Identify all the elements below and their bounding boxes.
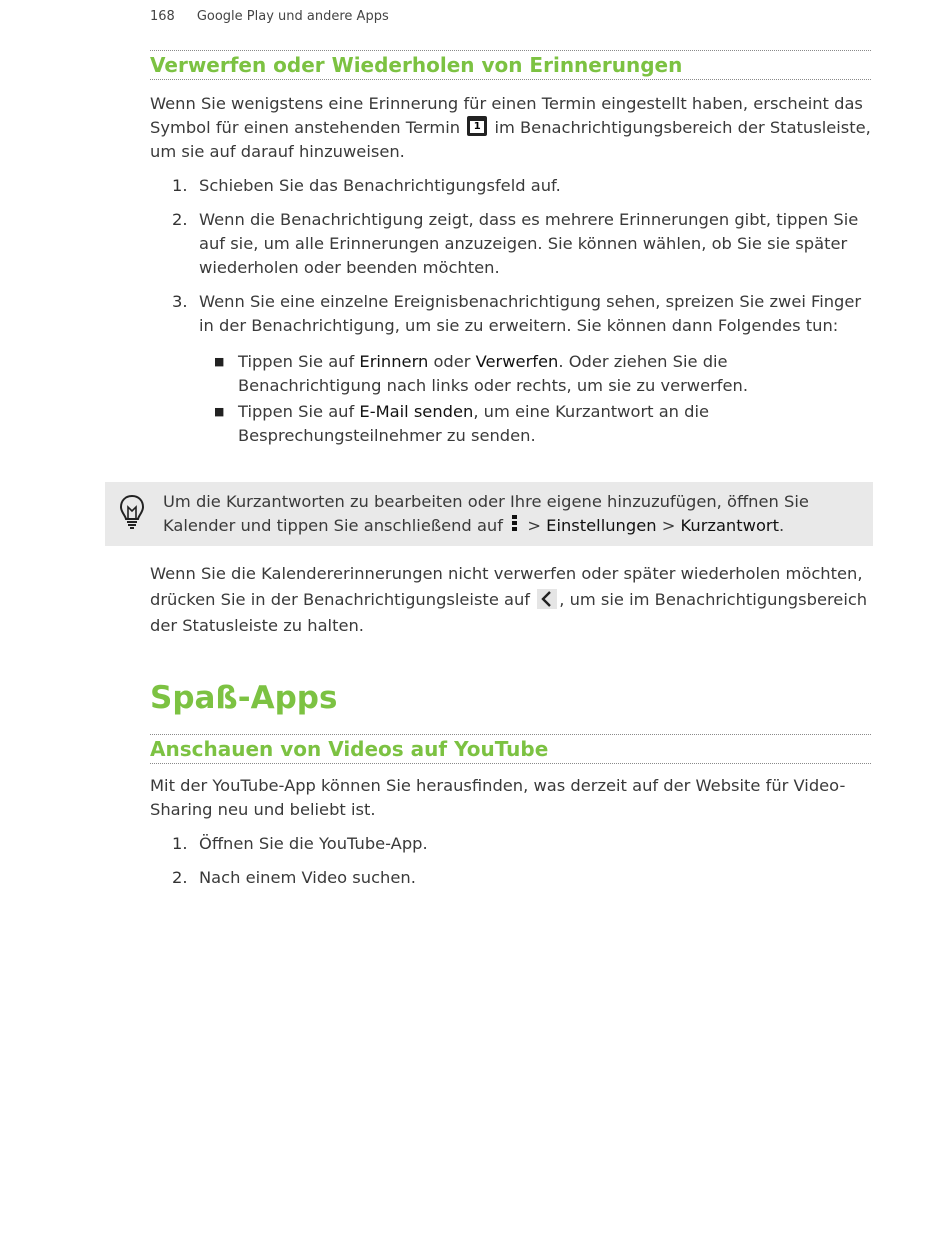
lightbulb-icon [119,494,145,530]
list-item [150,290,871,338]
bullet-marker: ■ [214,405,225,418]
youtube-steps [150,832,871,890]
list-item [150,400,871,448]
page-content [150,50,871,448]
youtube-intro: Mit der YouTube-App können Sie herausfinden, was derzeit auf der Website für Video-Sharing neu und beliebt ist. [150,776,846,819]
bullet-text-part: . Oder ziehen Sie die Benachrichtigung nach links oder rechts, um sie zu verwerfen. [238,352,749,395]
tip-text-part: Um die Kurzantworten zu bearbeiten oder Ihre eigene hinzuzufügen, öffnen Sie Kalender und tippen Sie anschließend auf [163,492,809,535]
list-item [150,866,871,890]
step-text: Wenn die Benachrichtigung zeigt, dass es mehrere Erinnerungen gibt, tippen Sie auf sie, um alle Erinnerungen anzuzeigen. Sie können wählen, ob Sie sie später wiederholen oder beenden möchten. [199,210,859,277]
ui-term-email-senden: E-Mail senden [359,402,474,421]
reminder-outro-text-a: Wenn Sie die Kalendererinnerungen nicht verwerfen oder später wiederholen möchten, drücken Sie in der Benachrichtigungsleiste auf [150,564,863,609]
reminder-outro [150,561,871,639]
bullet-text-part: oder [428,352,476,371]
bullet-text-part: Tippen Sie auf [238,352,360,371]
step-number: 2. [172,868,188,887]
list-item [150,350,871,398]
chapter-heading-fun-apps: Spaß-Apps [150,680,338,716]
step-text: Schieben Sie das Benachrichtigungsfeld auf. [199,176,561,195]
reminder-intro-text-a: Wenn Sie wenigstens eine Erinnerung für einen Termin eingestellt haben, erscheint das Symbol für einen anstehenden Termin [150,94,863,137]
chapter-title: Google Play und andere Apps [196,9,389,24]
page-header [150,9,389,24]
step-number: 2. [172,210,188,229]
reminder-outro-text-b: , um sie im Benachrichtigungsbereich der Statusleiste zu halten. [150,590,868,635]
reminder-intro [150,92,871,164]
step-text: Nach einem Video suchen. [199,868,416,887]
calendar-icon [467,116,487,136]
page-number: 168 [150,9,175,24]
reminder-steps [150,174,871,338]
reminder-options [150,350,871,448]
step-number: 1. [172,834,188,853]
bullet-text-part: , um eine Kurzantwort an die Besprechungsteilnehmer zu senden. [238,402,710,445]
bullet-text [238,400,871,448]
ui-term-einstellungen: Einstellungen [546,516,657,535]
step-number: 1. [172,176,188,195]
list-item [150,208,871,280]
menu-icon [512,515,518,533]
ui-term-erinnern: Erinnern [359,352,429,371]
bullet-marker: ■ [214,355,225,368]
bullet-text [238,350,871,398]
ui-term-verwerfen: Verwerfen [475,352,559,371]
calendar-icon-number: 1 [470,121,484,133]
step-text: Wenn Sie eine einzelne Ereignisbenachrichtigung sehen, spreizen Sie zwei Finger in der Benachrichtigung, um sie zu erweitern. Sie können dann Folgendes tun: [199,292,862,335]
section-heading-reminders: Verwerfen oder Wiederholen von Erinnerungen [150,50,871,80]
tip-box [105,482,873,546]
reminder-intro-text-b: im Benachrichtigungsbereich der Statusleiste, um sie auf darauf hinzuweisen. [150,118,871,161]
lower-content [150,561,871,890]
back-arrow-icon [537,589,557,609]
path-separator: > [656,516,681,535]
step-number: 3. [172,292,188,311]
section-heading-youtube: Anschauen von Videos auf YouTube [150,734,871,764]
step-text: Öffnen Sie die YouTube-App. [199,834,428,853]
tip-text [163,490,863,538]
list-item [150,832,871,856]
list-item [150,174,871,198]
ui-term-kurzantwort: Kurzantwort [680,516,779,535]
path-separator: > [522,516,547,535]
bullet-text-part: Tippen Sie auf [238,402,360,421]
tip-text-end: . [779,516,785,535]
